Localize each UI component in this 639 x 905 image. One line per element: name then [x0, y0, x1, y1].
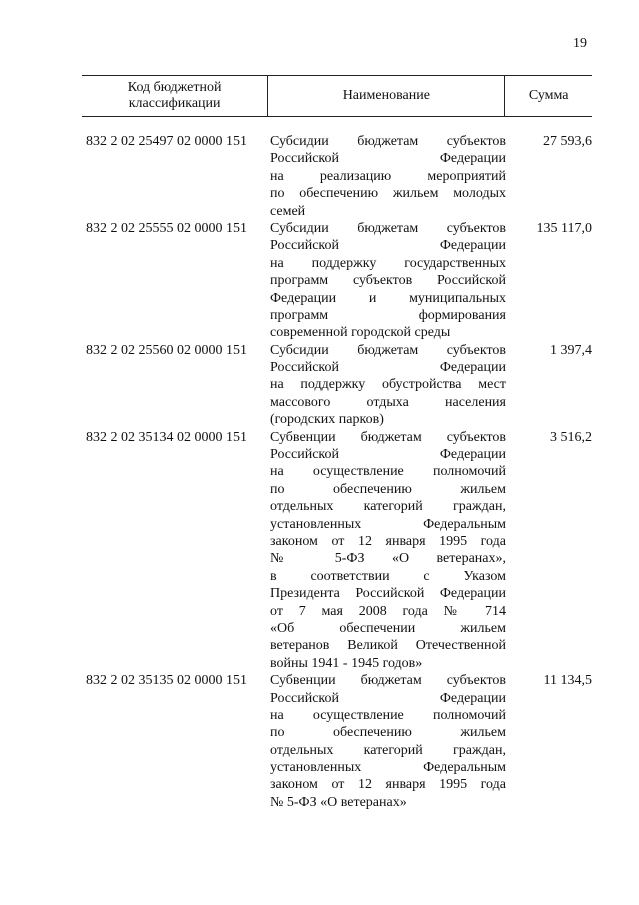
- budget-code: 832 2 02 35134 02 0000 151: [86, 429, 247, 445]
- item-name-line: по обеспечению жильем молодых: [270, 186, 506, 202]
- item-name-line: программ формирования: [270, 307, 506, 323]
- item-name-line: Российской Федерации: [270, 360, 506, 376]
- item-name-line: на поддержку государственных: [270, 255, 506, 271]
- item-name-line: № 5-ФЗ «О ветеранах»: [270, 794, 407, 810]
- item-name: [270, 672, 506, 811]
- item-name-line: программ субъектов Российской: [270, 273, 506, 289]
- item-sum: 11 134,5: [543, 673, 592, 689]
- item-name: [270, 133, 506, 220]
- item-name: [270, 342, 506, 429]
- budget-code: 832 2 02 25555 02 0000 151: [86, 220, 247, 236]
- item-name-line: (городских парков): [270, 412, 384, 428]
- item-name-line: Субсидии бюджетам субъектов: [270, 220, 506, 236]
- item-name-line: по обеспечению жильем: [270, 481, 506, 497]
- item-name-line: Субвенции бюджетам субъектов: [270, 429, 506, 445]
- item-name-line: ветеранов Великой Отечественной: [270, 638, 506, 654]
- table-row: [86, 672, 592, 811]
- item-name-line: Субсидии бюджетам субъектов: [270, 342, 506, 358]
- item-name: [270, 220, 506, 342]
- item-name-line: Российской Федерации: [270, 151, 506, 167]
- budget-code: 832 2 02 25560 02 0000 151: [86, 342, 247, 358]
- table-row: [86, 429, 592, 672]
- item-sum: 135 117,0: [536, 220, 592, 236]
- item-name-line: Российской Федерации: [270, 447, 506, 463]
- item-name-line: войны 1941 - 1945 годов»: [270, 655, 423, 671]
- item-name-line: семей: [270, 203, 306, 219]
- item-name-line: Российской Федерации: [270, 238, 506, 254]
- item-name-line: на осуществление полномочий: [270, 707, 506, 723]
- item-name-line: отдельных категорий граждан,: [270, 742, 506, 758]
- item-name-line: установленных Федеральным: [270, 760, 506, 776]
- item-name-line: на поддержку обустройства мест: [270, 377, 506, 393]
- item-name-line: в соответствии с Указом: [270, 568, 506, 584]
- item-name-line: № 5-ФЗ «О ветеранах»,: [270, 551, 506, 567]
- header-sum-column: Сумма: [528, 88, 569, 103]
- item-name-line: Субвенции бюджетам субъектов: [270, 673, 506, 689]
- table-row: [86, 220, 592, 342]
- budget-code: 832 2 02 25497 02 0000 151: [86, 134, 247, 149]
- item-name-line: на осуществление полномочий: [270, 464, 506, 480]
- header-code-column: [82, 76, 268, 116]
- header-code-line1: Код бюджетной: [127, 80, 222, 95]
- item-sum: 3 516,2: [550, 429, 592, 445]
- item-name-line: отдельных категорий граждан,: [270, 499, 506, 515]
- item-name-line: Российской Федерации: [270, 690, 506, 706]
- item-name: [270, 429, 506, 672]
- item-name-line: законом от 12 января 1995 года: [270, 533, 506, 549]
- header-name-column: Наименование: [268, 76, 505, 116]
- budget-code: 832 2 02 35135 02 0000 151: [86, 673, 247, 689]
- page-number: 19: [573, 36, 587, 51]
- item-sum: 1 397,4: [550, 342, 592, 358]
- item-name-line: «Об обеспечении жильем: [270, 620, 506, 636]
- item-name-line: современной городской среды: [270, 325, 451, 341]
- item-name-line: законом от 12 января 1995 года: [270, 777, 506, 793]
- item-name-line: Субсидии бюджетам субъектов: [270, 134, 506, 149]
- header-code-line2: классификации: [128, 96, 221, 111]
- item-name-line: установленных Федеральным: [270, 516, 506, 532]
- table-header: [82, 75, 592, 117]
- item-name-line: Федерации и муниципальных: [270, 290, 506, 306]
- item-name-line: на реализацию мероприятий: [270, 168, 506, 184]
- item-name-line: по обеспечению жильем: [270, 725, 506, 741]
- table-row: [86, 342, 592, 429]
- item-sum: 27 593,6: [543, 134, 592, 149]
- item-name-line: массового отдыха населения: [270, 394, 506, 410]
- table-row: [86, 133, 592, 220]
- item-name-line: от 7 мая 2008 года № 714: [270, 603, 506, 619]
- table-body: [86, 133, 592, 811]
- item-name-line: Президента Российской Федерации: [270, 586, 506, 602]
